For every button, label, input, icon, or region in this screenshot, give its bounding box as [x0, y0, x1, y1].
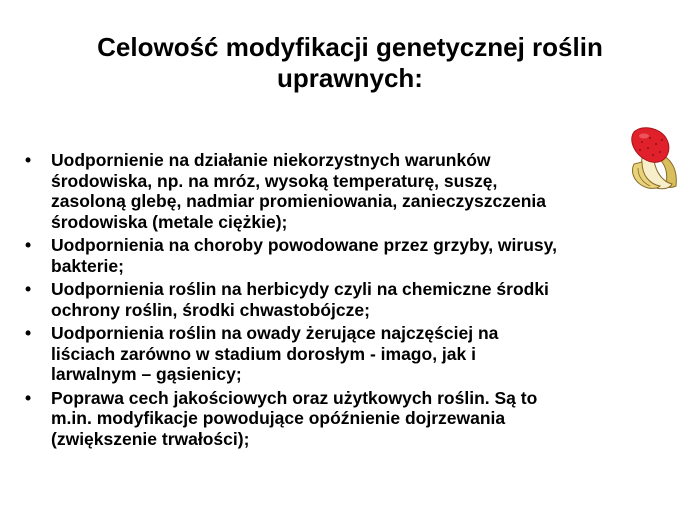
bullet-line: zasoloną glebę, nadmiar promieniowania, zanieczyszczenia — [51, 191, 547, 211]
bullet-line: środowiska (metale ciężkie); — [51, 211, 288, 232]
bullet-marker: • — [25, 323, 32, 343]
title-line-1: Celowość modyfikacji genetycznej roślin — [97, 32, 603, 62]
bullet-item — [22, 235, 692, 276]
bullet-item — [22, 150, 692, 232]
bullet-line: Uodpornienia roślin na owady żerujące najczęściej na — [51, 323, 499, 343]
bullet-line: Poprawa cech jakościowych oraz użytkowych roślin. Są to — [51, 387, 538, 408]
bullet-line: (zwiększenie trwałości); — [51, 428, 250, 449]
bullet-line: liściach zarówno w stadium dorosłym - imago, jak i — [51, 343, 476, 364]
bullet-marker: • — [25, 150, 32, 170]
bullet-line: larwalnym – gąsienicy; — [51, 364, 242, 384]
bullet-item — [22, 279, 692, 320]
bullet-text — [51, 279, 692, 320]
bullet-line: Uodpornienia roślin na herbicydy czyli na chemiczne środki — [51, 279, 549, 299]
bullet-line: Uodpornienia na choroby powodowane przez grzyby, wirusy, — [51, 235, 557, 255]
bullet-marker: • — [25, 387, 32, 408]
bullet-item — [22, 388, 692, 450]
bullet-text — [51, 150, 692, 232]
bullet-line: m.in. modyfikacje powodujące opóźnienie dojrzewania — [51, 408, 506, 428]
title-line-2: uprawnych: — [277, 63, 423, 93]
bullet-text — [51, 323, 692, 385]
bullet-marker: • — [25, 235, 32, 255]
bullet-marker: • — [25, 279, 32, 299]
bullet-text — [51, 388, 692, 450]
bullet-line: ochrony roślin, środki chwastobójcze; — [51, 299, 370, 320]
bullet-text — [51, 235, 692, 276]
bullet-item — [22, 323, 692, 385]
bullet-line: środowiska, np. na mróz, wysoką temperaturę, suszę, — [51, 170, 498, 191]
bullet-list — [22, 150, 692, 452]
slide-title — [20, 32, 680, 94]
bullet-line: bakterie; — [51, 255, 124, 276]
bullet-line: Uodpornienie na działanie niekorzystnych warunków — [51, 150, 491, 170]
